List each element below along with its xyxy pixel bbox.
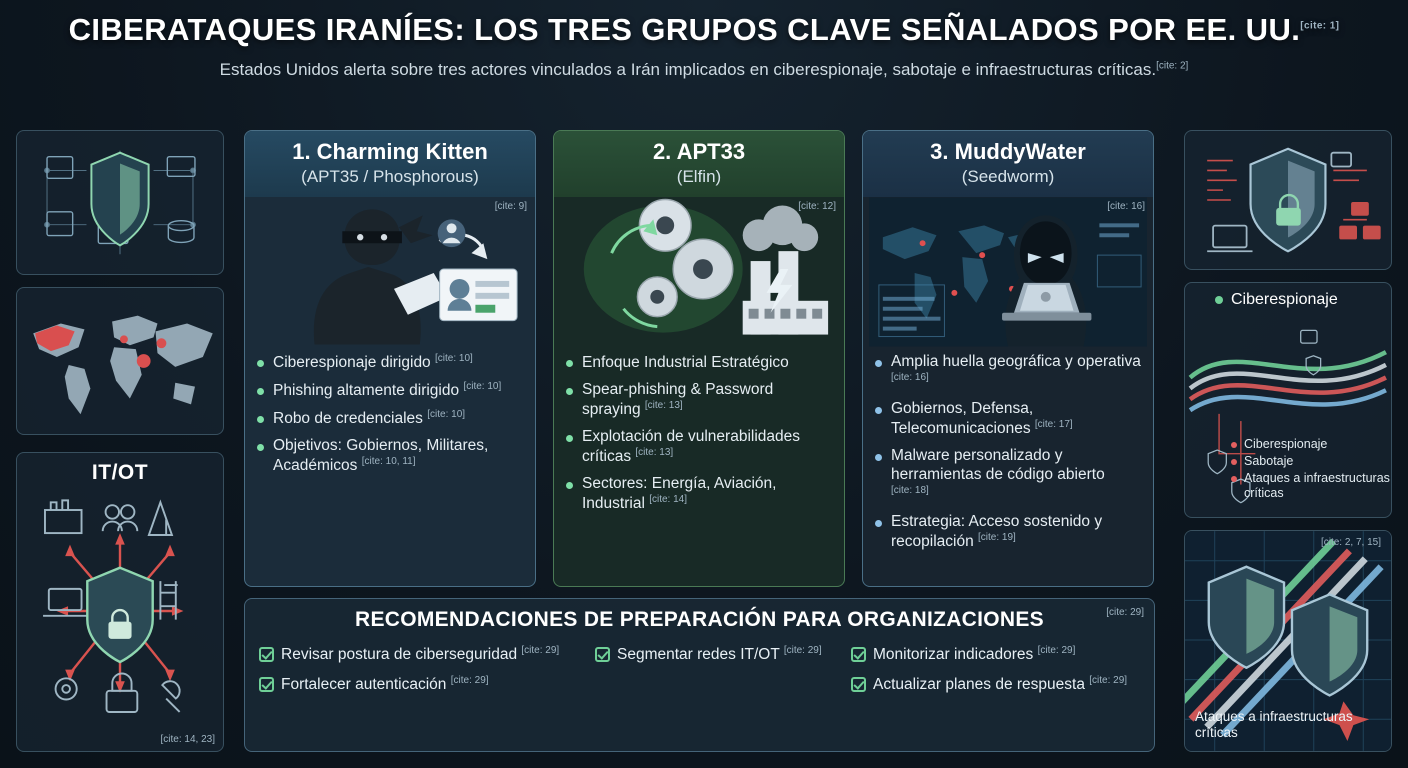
check-icon <box>851 677 866 692</box>
bullet-text: Robo de credenciales <box>273 410 423 428</box>
it-ot-title: IT/OT <box>91 461 149 484</box>
bullet-text: Estrategia: Acceso sostenido y recopilación <box>891 512 1103 550</box>
espionage-title-text: Ciberespionaje <box>1231 291 1338 308</box>
espionage-legend <box>1231 437 1391 504</box>
bullet-cite: [cite: 18] <box>891 484 929 496</box>
group-1-illustration <box>245 197 535 347</box>
bullet-cite: [cite: 16] <box>891 371 929 383</box>
recommendations-title: RECOMENDACIONES DE PREPARACIÓN PARA ORGANIZACIONES <box>355 608 1044 631</box>
legend-item: Ataques a infraestructuras críticas <box>1231 471 1391 500</box>
attacks-label: Ataques a infraestructuras críticas <box>1195 709 1353 741</box>
group-1-art-cite: [cite: 9] <box>494 201 527 212</box>
group-card-charming-kitten[interactable] <box>244 130 536 587</box>
it-ot-panel <box>16 452 224 752</box>
bullet-text: Objetivos: Gobiernos, Militares, Académicos <box>273 437 489 475</box>
group-2-alias: (Elfin) <box>676 167 722 186</box>
group-3-header <box>863 131 1153 197</box>
group-3-bullets <box>863 347 1153 568</box>
bullet-cite: [cite: 10] <box>435 353 473 364</box>
bullet-cite: [cite: 13] <box>644 399 683 411</box>
group-card-apt33[interactable] <box>553 130 845 587</box>
recommendations-panel <box>244 598 1155 752</box>
bullet-cite: [cite: 10] <box>463 381 502 393</box>
list-item <box>875 447 1143 505</box>
it-ot-illustration <box>17 485 223 737</box>
bullet-text: Sectores: Energía, Aviación, Industrial <box>582 475 777 513</box>
group-2-header <box>554 131 844 197</box>
group-2-art-cite: [cite: 12] <box>798 201 836 212</box>
network-diagram-panel <box>16 130 224 275</box>
hacker-credential-theft-icon <box>245 197 535 347</box>
recommendation-text: Fortalecer autenticación [cite: 29] <box>281 674 489 693</box>
security-icons-panel <box>1184 130 1392 270</box>
world-map-panel <box>16 287 224 435</box>
bullet-cite: [cite: 19] <box>978 531 1016 543</box>
group-3-illustration <box>863 197 1153 347</box>
bullet-text: Amplia huella geográfica y operativa <box>891 353 1141 370</box>
bullet-cite: [cite: 10, 11] <box>361 456 416 468</box>
recommendation-item[interactable] <box>595 645 845 665</box>
espionage-panel <box>1184 282 1392 518</box>
recommendation-item[interactable] <box>259 645 589 665</box>
page-title <box>0 0 1408 48</box>
recommendations-grid <box>259 645 1144 695</box>
page-title-cite: [cite: 1] <box>1300 20 1340 32</box>
group-3-name: 3. MuddyWater <box>930 139 1086 164</box>
attacks-cite: [cite: 2, 7, 15] <box>1320 537 1381 548</box>
industrial-gears-plant-icon <box>554 197 844 347</box>
recommendation-item[interactable] <box>851 645 1151 665</box>
group-1-bullets <box>245 347 535 492</box>
check-icon <box>595 647 610 662</box>
bullet-text: Explotación de vulnerabilidades críticas <box>582 428 801 466</box>
recommendations-cite: [cite: 29] <box>1106 607 1144 618</box>
page-subtitle-text: Estados Unidos alerta sobre tres actores vinculados a Irán implicados en ciberespionaje, sabotaje e infraestructuras críticas. <box>219 60 1157 79</box>
legend-item: Ciberespionaje <box>1231 437 1391 451</box>
world-map-illustration <box>17 288 223 434</box>
group-3-art-cite: [cite: 16] <box>1107 201 1145 212</box>
recommendation-spacer <box>595 675 845 695</box>
list-item <box>875 353 1143 392</box>
recommendation-text: Segmentar redes IT/OT [cite: 29] <box>617 645 822 664</box>
hooded-hacker-worldmap-icon <box>863 197 1153 347</box>
list-item <box>566 353 834 373</box>
group-1-alias: (APT35 / Phosphorous) <box>301 167 479 186</box>
check-icon <box>259 677 274 692</box>
bullet-cite: [cite: 10] <box>427 409 466 421</box>
group-2-name: 2. APT33 <box>652 139 746 164</box>
list-item <box>257 437 525 476</box>
content-columns <box>16 130 1392 758</box>
list-item <box>257 353 525 373</box>
group-2-bullets <box>554 347 844 530</box>
recommendation-text: Actualizar planes de respuesta [cite: 29] <box>873 674 1128 693</box>
list-item <box>257 381 525 401</box>
check-icon <box>851 647 866 662</box>
group-1-header <box>245 131 535 197</box>
group-1-name: 1. Charming Kitten <box>292 139 488 164</box>
bullet-cite: [cite: 14] <box>649 493 688 505</box>
it-ot-cite: [cite: 14, 23] <box>160 734 215 745</box>
list-item <box>566 381 834 420</box>
list-item <box>566 428 834 467</box>
network-icons-illustration <box>17 131 223 274</box>
bullet-text: Malware personalizado y herramientas de código abierto <box>891 446 1105 483</box>
critical-infrastructure-panel <box>1184 530 1392 752</box>
bullet-text: Gobiernos, Defensa, Telecomunicaciones <box>891 399 1034 438</box>
recommendation-item[interactable] <box>851 675 1151 695</box>
recommendation-item[interactable] <box>259 675 589 695</box>
list-item <box>875 513 1143 552</box>
list-item <box>257 409 525 429</box>
recommendation-text: Monitorizar indicadores [cite: 29] <box>873 645 1076 664</box>
page-subtitle-cite: [cite: 2] <box>1156 60 1189 72</box>
group-card-muddywater[interactable] <box>862 130 1154 587</box>
page-subtitle <box>0 48 1408 80</box>
bullet-cite: [cite: 17] <box>1034 418 1073 430</box>
legend-item: Sabotaje <box>1231 454 1391 468</box>
bullet-text: Enfoque Industrial Estratégico <box>582 354 789 372</box>
list-item <box>875 400 1143 439</box>
page-title-text: CIBERATAQUES IRANÍES: LOS TRES GRUPOS CLAVE SEÑALADOS POR EE. UU. <box>68 12 1301 47</box>
group-2-illustration <box>554 197 844 347</box>
bullet-text: Phishing altamente dirigido <box>273 382 460 400</box>
recommendation-text: Revisar postura de ciberseguridad [cite: 29] <box>281 645 560 664</box>
security-icons-illustration <box>1185 131 1391 269</box>
bullet-text: Spear-phishing & Password spraying <box>582 381 774 419</box>
bullet-dot-icon <box>1215 296 1223 304</box>
bullet-cite: [cite: 13] <box>635 446 674 458</box>
group-3-alias: (Seedworm) <box>961 167 1055 186</box>
list-item <box>566 475 834 514</box>
bullet-text: Ciberespionaje dirigido <box>273 354 431 372</box>
check-icon <box>259 647 274 662</box>
